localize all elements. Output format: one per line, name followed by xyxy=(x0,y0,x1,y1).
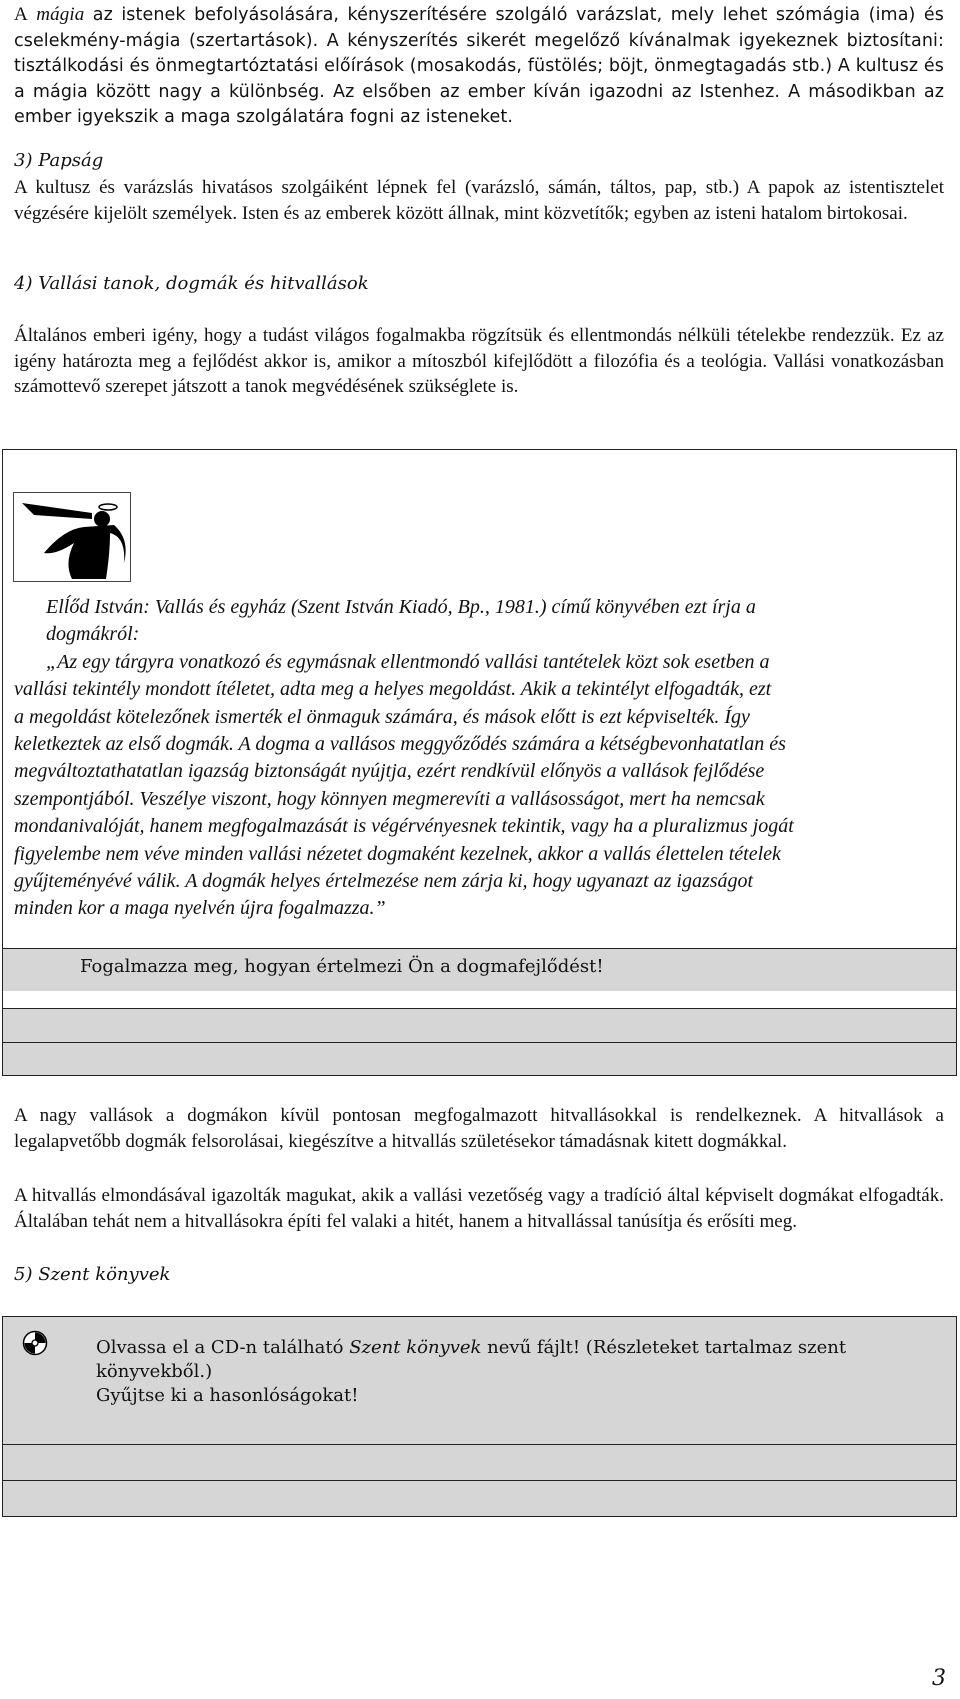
quote-line: mondanivalóját, hanem megfogalmazását is végérvényesnek tekintik, vagy ha a pluralizmus jogát xyxy=(14,815,794,838)
quote-line: keletkeztek az első dogmák. A dogma a vallásos meggyőződés számára a kétségbevonhatatlan és xyxy=(14,733,786,756)
angel-icon xyxy=(13,492,131,582)
section3-heading: 3) Papság xyxy=(14,150,104,171)
cd-icon xyxy=(22,1330,48,1356)
quote-line: a megoldást kötelezőnek ismerték el önmaguk számára, és mások előtt is ezt képviselték. Így xyxy=(14,705,750,728)
answer-band[interactable] xyxy=(2,1480,957,1516)
quote-line: „Az egy tárgyra vonatkozó és egymásnak ellentmondó vallási tantételek közt sok esetben a xyxy=(46,650,770,673)
answer-band[interactable] xyxy=(2,1042,957,1075)
answer-line xyxy=(2,1516,957,1517)
intro-paragraph xyxy=(14,2,944,131)
quote-line: minden kor a maga nyelvén újra fogalmazza.” xyxy=(14,897,386,920)
intro-lead: A xyxy=(14,4,28,25)
answer-band[interactable] xyxy=(2,1444,957,1480)
box-edge-right xyxy=(956,1316,957,1516)
page-number: 3 xyxy=(932,1666,946,1691)
task-holy-books-line2: Gyűjtse ki a hasonlóságokat! xyxy=(96,1385,359,1406)
section4-heading: 4) Vallási tanok, dogmák és hitvallások xyxy=(14,273,369,294)
quote-line: megváltoztathatatlan igazság biztonságát nyújtja, ezért rendkívül előnyös a vallások fejlődése xyxy=(14,760,765,783)
section4-body: Általános emberi igény, hogy a tudást világos fogalmakba rögzítsük és ellentmondás nélküli tételekbe rendezzük. Ez az igény határozta meg a fejlődést akkor is, amikor a mítoszból kifejlődött a filozófia és a teológia. Vallási vonatkozásban számottevő szerepet játszott a tanok megvédésének szükséglete is. xyxy=(14,325,944,398)
creeds-paragraph-2: A hitvallás elmondásával igazolták magukat, akik a vallási vezetőség vagy a tradíció által képviselt dogmákat elfogadták. Általában tehát nem a hitvallásokra építi fel valaki a hitét, hanem a hitvallással tanúsítja és erősíti meg. xyxy=(14,1185,944,1232)
intro-text: az istenek befolyásolására, kényszerítésére szolgáló varázslat, mely lehet szómágia (ima) és cselekmény-mágia (szertartások). A kényszerítés sikerét megelőző kívánalmak igyekeznek biztosítani: tisztálkodási és önmegtartóztatási előírások (mosakodás, füstölés; böjt, önmegtagadás stb.) A kultusz és a mágia között nagy a különbség. Az elsőben az ember kíván igazodni az Istenhez. A másodikban az ember igyekszik a maga szolgálatára fogni az isteneket. xyxy=(14,5,944,128)
intro-magia-term: mágia xyxy=(36,4,85,25)
answer-band[interactable] xyxy=(2,1008,957,1042)
task-holy-books-post: nevű fájlt! (Részleteket tartalmaz szent könyvekből.) xyxy=(96,1337,847,1382)
quote-line: szempontjából. Veszélye viszont, hogy könnyen megmerevíti a vallásosságot, mert ha nemcsak xyxy=(14,787,765,810)
box-edge-right xyxy=(956,449,957,1075)
section5-heading: 5) Szent könyvek xyxy=(14,1264,171,1285)
task-holy-books xyxy=(96,1336,926,1408)
task-holy-books-pre: Olvassa el a CD-n található xyxy=(96,1337,350,1358)
quote-text xyxy=(14,594,919,923)
quote-line: figyelembe nem véve minden vallási nézetet dogmaként kezelnek, akkor a vallás élettelen tételek xyxy=(14,842,781,865)
section3-body: A kultusz és varázslás hivatásos szolgáiként lépnek fel (varázsló, sámán, táltos, pap, stb.) A papok az istentisztelet végzésére kijelölt személyek. Isten és az emberek között állnak, mint közvetítők; egyben az isteni hatalom birtokosai. xyxy=(14,177,944,224)
box-edge-left xyxy=(2,449,3,1075)
quote-line: dogmákról: xyxy=(46,623,140,646)
task-holy-books-file: Szent könyvek xyxy=(349,1337,482,1358)
quote-line: gyűjteményévé válik. A dogmák helyes értelmezése nem zárja ki, hogy ugyanazt az igazságot xyxy=(14,870,754,893)
creeds-paragraph-1: A nagy vallások a dogmákon kívül pontosan megfogalmazott hitvallásokkal is rendelkeznek. A hitvallások a legalapvetőbb dogmák felsorolásai, kiegészítve a hitvallás születésekor támadásnak kitett dogmákkal. xyxy=(14,1105,944,1152)
quote-source-line: Elĺőd István: Vallás és egyház (Szent István Kiadó, Bp., 1981.) című könyvében ezt írja a xyxy=(46,596,756,618)
answer-line xyxy=(2,1075,957,1076)
box-edge-left xyxy=(2,1316,3,1516)
task-dogma: Fogalmazza meg, hogyan értelmezi Ön a dogmafejlődést! xyxy=(80,956,604,977)
quote-line: vallási tekintély mondott ítéletet, adta meg a helyes megoldást. Akik a tekintélyt elfogadták, ezt xyxy=(14,678,772,701)
